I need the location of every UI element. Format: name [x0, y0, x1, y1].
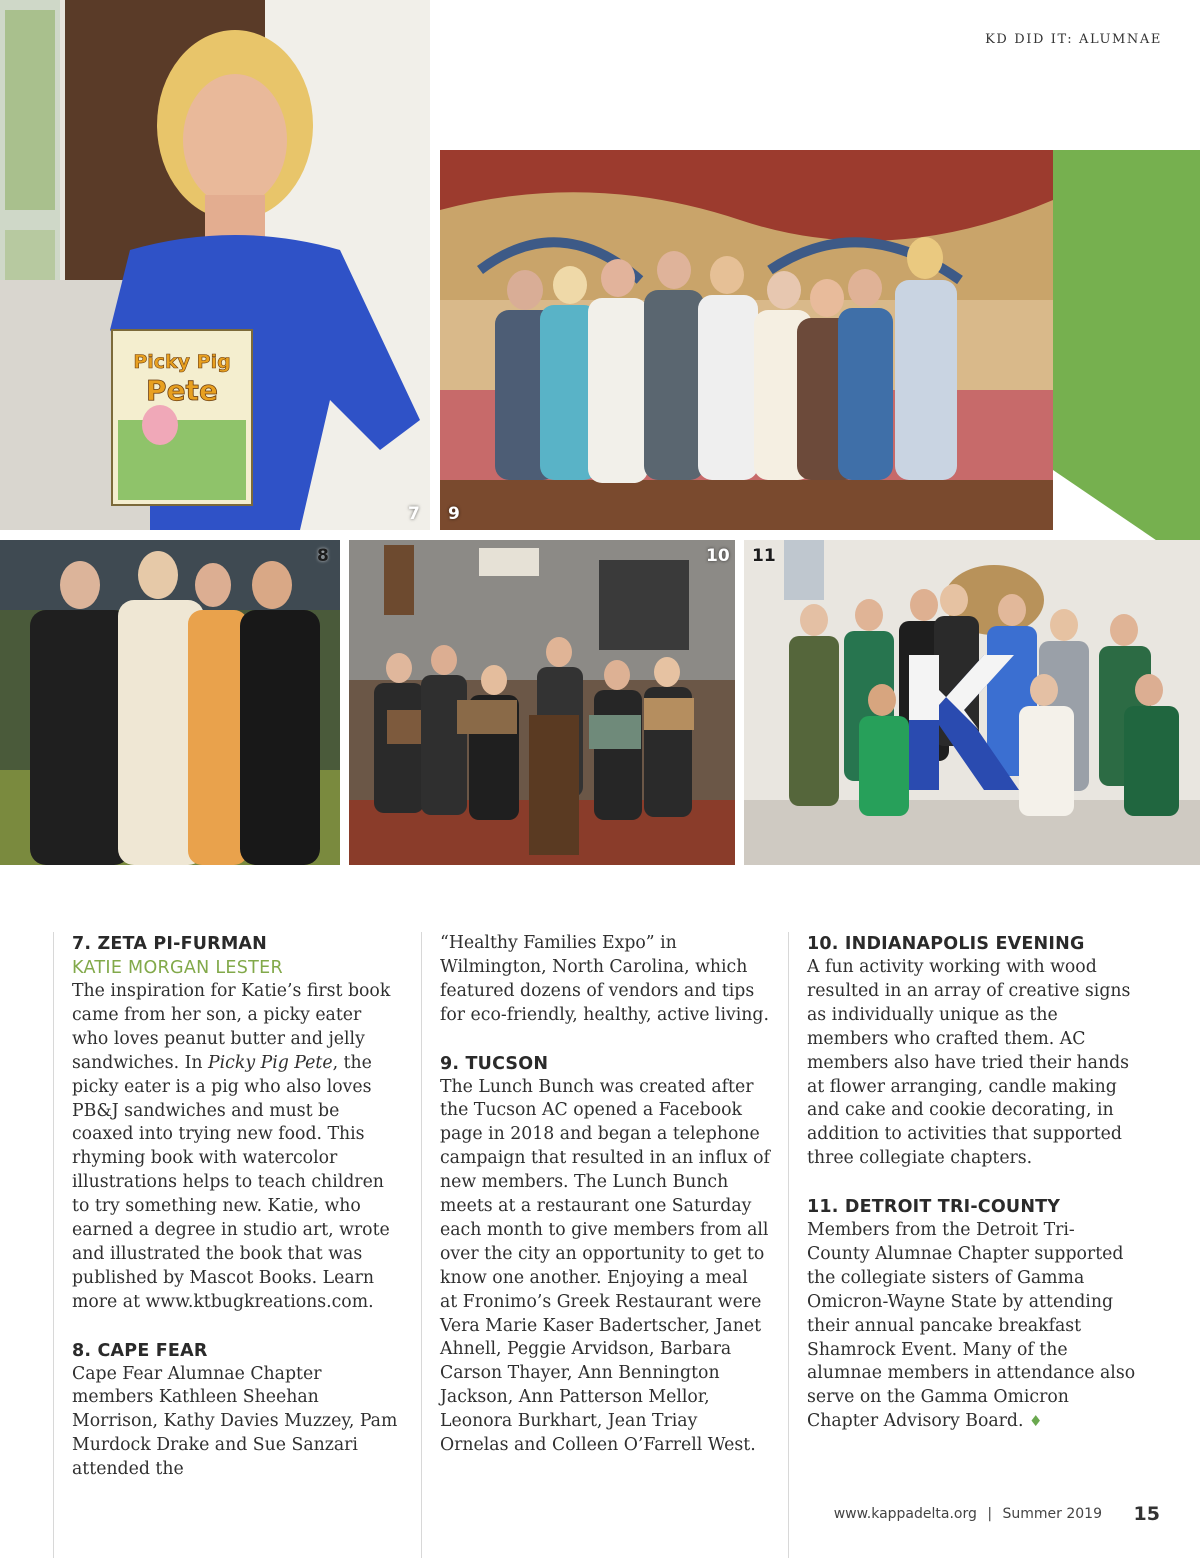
heading-zeta-pi-furman: 7. ZETA PI-FURMAN	[72, 934, 268, 954]
photo-number-8: 8	[317, 546, 329, 566]
end-mark-diamond-icon: ♦	[1029, 1412, 1043, 1431]
photo-katie-with-book	[0, 0, 430, 530]
book-title-italic: Picky Pig Pete	[208, 1052, 333, 1073]
article-body-11: Members from the Detroit Tri-County Alumnae Chapter supported the collegiate sisters of Gamma Omicron-Wayne State by attending their annual pancake breakfast Shamrock Event. Many of the alumnae members in attendance also serve on the Gamma Omicron Chapter Advisory Board. ♦	[807, 1220, 1136, 1432]
book-title-line1: Picky Pig	[133, 351, 231, 373]
photo-cape-fear-members	[0, 540, 340, 865]
article-body-7: The inspiration for Katie’s first book came from her son, a picky eater who loves peanut butter and jelly sandwiches. In Picky Pig Pete, the picky eater is a pig who also loves PB&J sandwiches and must be coaxed into trying new food. This rhyming book with watercolor illustrations helps to teach children to try something new. Katie, who earned a degree in studio art, wrote and illustrated the book that was published by Mascot Books. Learn more at www.ktbugkreations.com.	[72, 981, 391, 1312]
photo-detroit-pancake-event	[744, 540, 1200, 865]
text-column-2	[440, 932, 770, 1458]
heading-tucson: 9. TUCSON	[440, 1053, 549, 1074]
page-number: 15	[1133, 1503, 1160, 1525]
photo-indianapolis-wood-signs	[349, 540, 735, 865]
book-title-line2: Pete	[146, 374, 218, 407]
column-rule-1	[53, 932, 54, 1558]
footer-separator: |	[987, 1506, 993, 1522]
issue-label: Summer 2019	[1002, 1506, 1102, 1522]
text-column-3	[807, 932, 1137, 1434]
column-rule-2	[421, 932, 422, 1558]
photo-tucson-lunch-bunch	[440, 150, 1053, 530]
column-rule-3	[788, 932, 789, 1558]
photo-number-11: 11	[752, 546, 776, 566]
heading-indianapolis-evening: 10. INDIANAPOLIS EVENING	[807, 934, 1085, 954]
section-label: KD DID IT: ALUMNAE	[985, 32, 1162, 47]
page-footer	[834, 1506, 1102, 1522]
photo-number-10: 10	[706, 546, 730, 566]
article-body-9: The Lunch Bunch was created after the Tucson AC opened a Facebook page in 2018 and began a telephone campaign that resulted in an influx of new members. The Lunch Bunch meets at a restaurant one Saturday each month to give members from all over the city an opportunity to get to know one another. Enjoying a meal at Fronimo’s Greek Restaurant were Vera Marie Kaser Badertscher, Janet Ahnell, Peggie Arvidson, Barbara Carson Thayer, Ann Bennington Jackson, Ann Patterson Mellor, Leonora Burkhart, Jean Triay Ornelas and Colleen O’Farrell West.	[440, 1076, 770, 1456]
photo-number-7: 7	[408, 504, 420, 524]
article-body-10: A fun activity working with wood resulted in an array of creative signs as individually unique as the members who crafted them. AC members also have tried their hands at flower arranging, candle making and cake and cookie decorating, in addition to activities that supported three collegiate chapters.	[807, 957, 1131, 1169]
text-column-1	[72, 932, 402, 1482]
heading-cape-fear: 8. CAPE FEAR	[72, 1340, 208, 1361]
subheading-katie-morgan-lester: KATIE MORGAN LESTER	[72, 958, 283, 978]
website-link[interactable]: www.kappadelta.org	[833, 1506, 977, 1522]
article-body-8-continued: “Healthy Families Expo” in Wilmington, North Carolina, which featured dozens of vendors and tips for eco-friendly, healthy, active living.	[440, 933, 769, 1025]
photo-number-9: 9	[448, 504, 460, 524]
article-body-8: Cape Fear Alumnae Chapter members Kathleen Sheehan Morrison, Kathy Davies Muzzey, Pam Murdock Drake and Sue Sanzari attended the	[72, 1363, 398, 1480]
heading-detroit-tri-county: 11. DETROIT TRI-COUNTY	[807, 1197, 1061, 1218]
